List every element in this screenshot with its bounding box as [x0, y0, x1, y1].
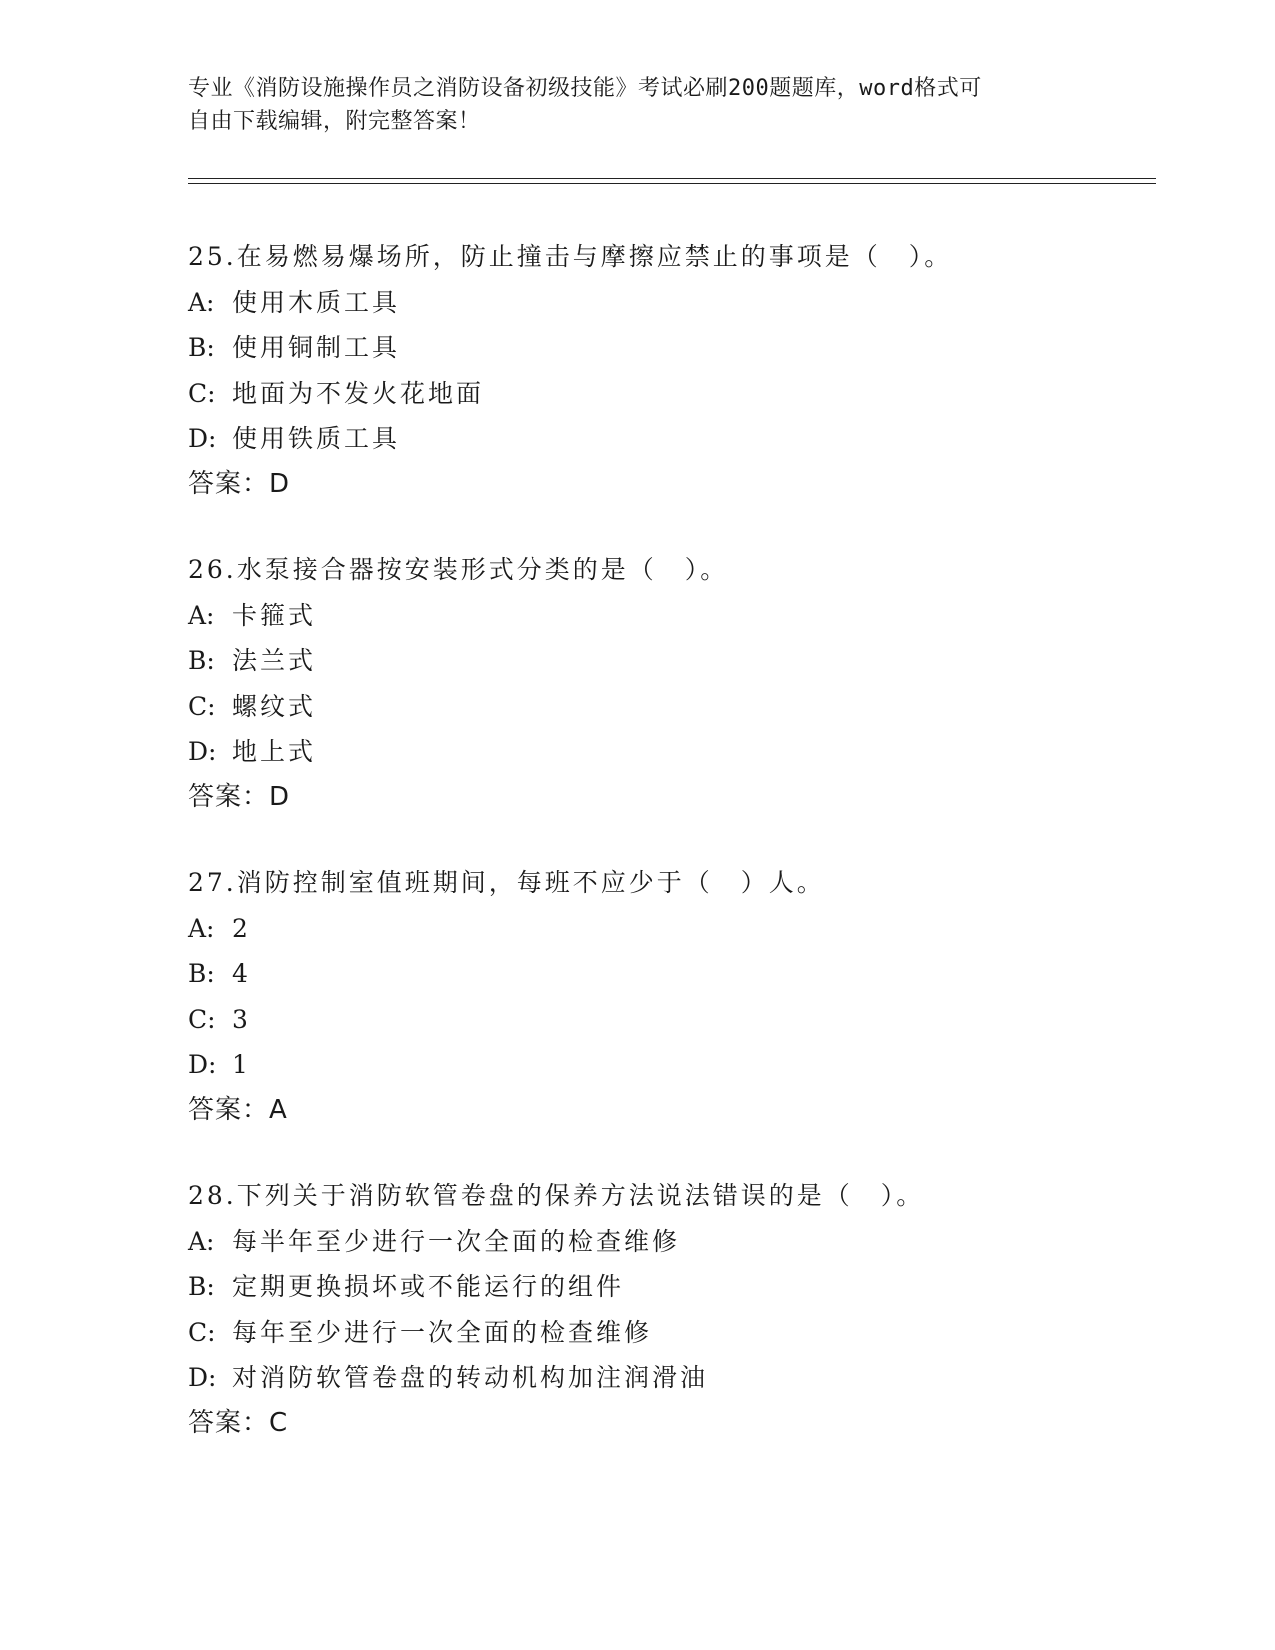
option-label: A:	[188, 913, 215, 943]
header-divider-top	[188, 178, 1156, 179]
answer-line	[188, 462, 1148, 508]
answer-line	[188, 775, 1148, 821]
option-b	[188, 1264, 1148, 1310]
option-label: B:	[188, 333, 215, 362]
document-header	[188, 72, 1068, 138]
option-text: 定期更换损坏或不能运行的组件	[232, 1272, 625, 1301]
option-c	[188, 1310, 1148, 1356]
option-c	[188, 371, 1148, 417]
option-text: 螺纹式	[232, 691, 317, 721]
option-label: C:	[188, 378, 216, 408]
option-c	[188, 684, 1148, 730]
answer-value: D	[269, 781, 290, 812]
question-stem: 26.水泵接合器按安装形式分类的是（ ）。	[188, 555, 729, 584]
header-divider-bottom	[188, 183, 1156, 184]
option-text: 2	[232, 913, 251, 943]
option-label: D:	[188, 1363, 217, 1392]
option-label: B:	[188, 959, 215, 988]
option-label: A:	[188, 1226, 215, 1256]
option-label: D:	[188, 1050, 217, 1079]
answer-label: 答案：	[188, 781, 270, 812]
answer-label: 答案：	[188, 468, 270, 499]
option-text: 对消防软管卷盘的转动机构加注润滑油	[232, 1363, 709, 1392]
option-d	[188, 729, 1148, 775]
option-text: 每半年至少进行一次全面的检查维修	[232, 1226, 681, 1256]
question-27	[188, 860, 1148, 1133]
option-text: 法兰式	[232, 646, 317, 675]
option-text: 每年至少进行一次全面的检查维修	[232, 1317, 653, 1347]
option-b	[188, 638, 1148, 684]
option-text: 4	[232, 959, 251, 988]
question-list	[188, 234, 1148, 1486]
option-label: D:	[188, 737, 217, 766]
option-label: B:	[188, 646, 215, 675]
option-a	[188, 593, 1148, 639]
option-c	[188, 997, 1148, 1043]
option-text: 使用木质工具	[232, 287, 401, 317]
option-b	[188, 951, 1148, 997]
header-line-2: 自由下载编辑，附完整答案！	[188, 109, 481, 134]
option-text: 3	[232, 1004, 251, 1034]
option-text: 使用铁质工具	[232, 424, 401, 453]
option-d	[188, 1042, 1148, 1088]
option-a	[188, 906, 1148, 952]
option-text: 地面为不发火花地面	[232, 378, 485, 408]
header-line-1: 专业《消防设施操作员之消防设备初级技能》考试必刷200题题库，word格式可	[188, 76, 982, 101]
option-label: C:	[188, 691, 216, 721]
option-a	[188, 1219, 1148, 1265]
option-b	[188, 325, 1148, 371]
option-label: D:	[188, 424, 217, 453]
answer-value: C	[269, 1407, 288, 1438]
answer-line	[188, 1401, 1148, 1447]
option-a	[188, 280, 1148, 326]
option-text: 卡箍式	[232, 600, 317, 630]
option-label: C:	[188, 1317, 216, 1347]
option-label: C:	[188, 1004, 216, 1034]
answer-label: 答案：	[188, 1094, 270, 1125]
question-28	[188, 1173, 1148, 1446]
option-label: B:	[188, 1272, 215, 1301]
answer-line	[188, 1088, 1148, 1134]
question-stem: 28.下列关于消防软管卷盘的保养方法说法错误的是（ ）。	[188, 1181, 925, 1210]
option-label: A:	[188, 600, 215, 630]
option-label: A:	[188, 287, 215, 317]
option-text: 1	[232, 1050, 251, 1079]
question-stem: 25.在易燃易爆场所，防止撞击与摩擦应禁止的事项是（ ）。	[188, 242, 953, 271]
option-text: 地上式	[232, 737, 317, 766]
option-text: 使用铜制工具	[232, 333, 401, 362]
answer-value: A	[269, 1094, 287, 1125]
question-stem: 27.消防控制室值班期间，每班不应少于（ ）人。	[188, 868, 825, 897]
question-26	[188, 547, 1148, 820]
answer-label: 答案：	[188, 1407, 270, 1438]
answer-value: D	[269, 468, 290, 499]
option-d	[188, 1355, 1148, 1401]
option-d	[188, 416, 1148, 462]
question-25	[188, 234, 1148, 507]
